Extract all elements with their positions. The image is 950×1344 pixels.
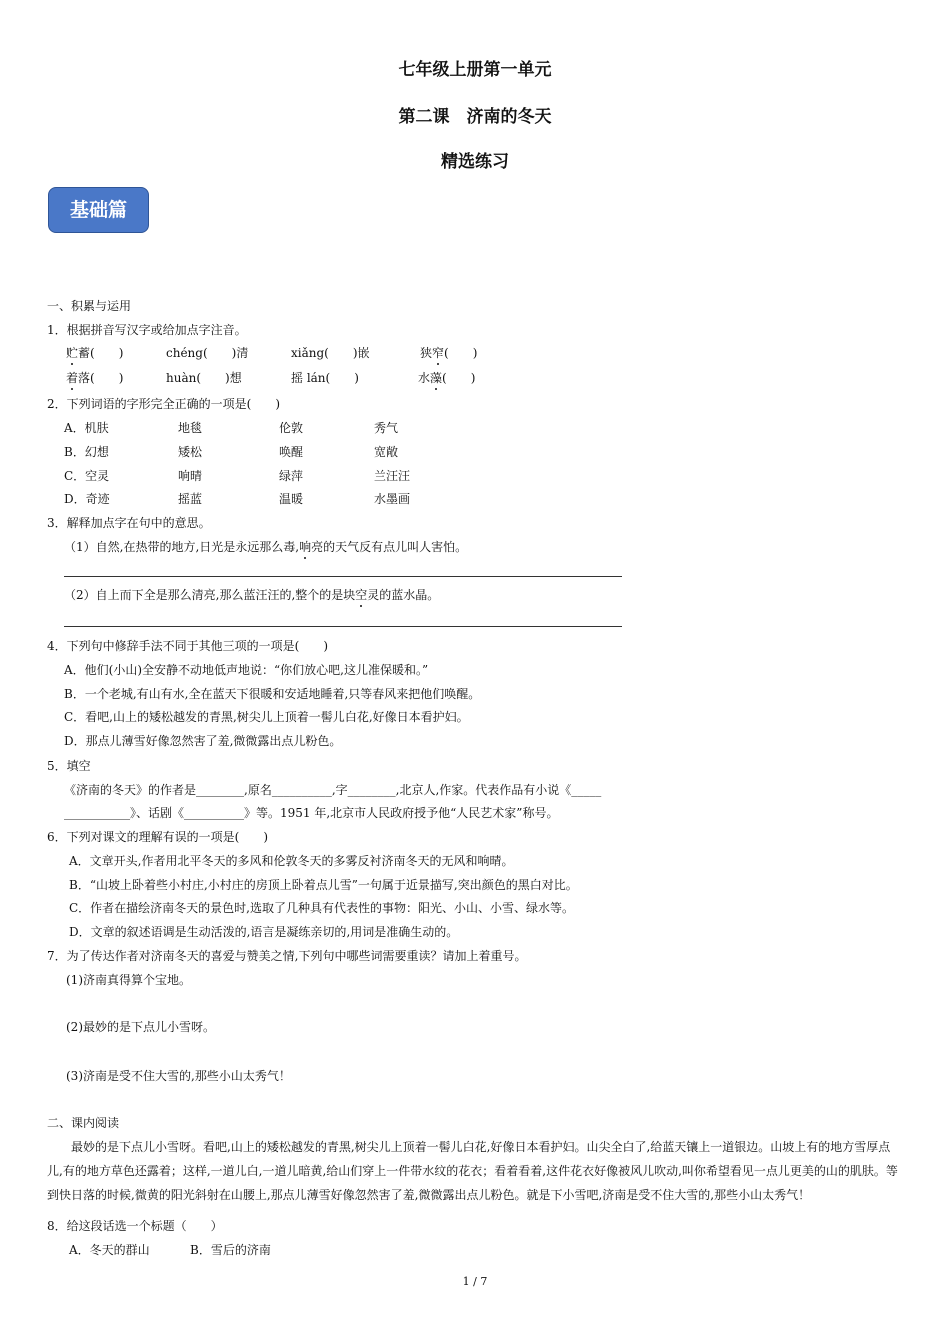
option-cell: 响晴 bbox=[178, 469, 203, 483]
dotted-char: 藻 bbox=[430, 371, 443, 385]
lesson-title: 第二课 济南的冬天 bbox=[398, 107, 552, 127]
q1-item: 着落( ) bbox=[66, 371, 124, 385]
q1-item: 贮蓄( ) bbox=[66, 346, 124, 360]
q3-sentence-1: （1）自然,在热带的地方,日光是永远那么毒,响亮的天气反有点儿叫人害怕。 bbox=[64, 540, 468, 554]
section-1-title: 一、积累与运用 bbox=[47, 299, 132, 313]
option-cell: 温暖 bbox=[279, 492, 304, 506]
question-5-prompt: 5．填空 bbox=[47, 759, 91, 773]
q7-item: (2)最妙的是下点儿小雪呀。 bbox=[66, 1020, 215, 1034]
option-cell: 摇蓝 bbox=[178, 492, 203, 506]
option-cell: 水墨画 bbox=[374, 492, 411, 506]
fill-blank-line: 《济南的冬天》的作者是________,原名__________,字________,北京人,作家。代表作品有小说《_____ bbox=[64, 783, 602, 797]
q1-item: 狭窄( ) bbox=[420, 346, 478, 360]
option-cell: 伦敦 bbox=[279, 421, 304, 435]
option-cell: 秀气 bbox=[374, 421, 399, 435]
dotted-char: 空 bbox=[355, 588, 368, 602]
option-line: C．看吧,山上的矮松越发的青黑,树尖儿上顶着一髻儿白花,好像日本看护妇。 bbox=[64, 710, 469, 724]
option-line: C．作者在描绘济南冬天的景色时,选取了几种具有代表性的事物：阳光、小山、小雪、绿水等。 bbox=[69, 901, 574, 915]
question-3-prompt: 3．解释加点字在句中的意思。 bbox=[47, 516, 211, 530]
doc-title: 七年级上册第一单元 bbox=[398, 60, 552, 80]
option-cell: A．机肤 bbox=[64, 421, 109, 435]
option-cell: 地毯 bbox=[178, 421, 203, 435]
option-cell: B．幻想 bbox=[64, 445, 109, 459]
question-6-prompt: 6．下列对课文的理解有误的一项是( ) bbox=[47, 830, 268, 844]
answer-line[interactable] bbox=[64, 576, 622, 577]
option-line: A．文章开头,作者用北平冬天的多风和伦敦冬天的多雾反衬济南冬天的无风和响晴。 bbox=[69, 854, 514, 868]
option-line: A．他们(小山)全安静不动地低声地说：“你们放心吧,这儿准保暖和。” bbox=[64, 663, 429, 677]
option-cell: 兰汪汪 bbox=[374, 469, 411, 483]
exercise-title: 精选练习 bbox=[441, 152, 509, 172]
dotted-char: 响 bbox=[299, 540, 312, 554]
q1-item: 摇 lán( ) bbox=[291, 371, 359, 385]
option-cell: 绿萍 bbox=[279, 469, 304, 483]
page-number: 1 / 7 bbox=[462, 1275, 488, 1288]
dotted-char: 窄 bbox=[432, 346, 445, 360]
section-2-title: 二、课内阅读 bbox=[47, 1116, 120, 1130]
q3-sentence-2: （2）自上而下全是那么清亮,那么蓝汪汪的,整个的是块空灵的蓝水晶。 bbox=[64, 588, 440, 602]
option-line: D．那点儿薄雪好像忽然害了羞,微微露出点儿粉色。 bbox=[64, 734, 342, 748]
option-cell: 宽敞 bbox=[374, 445, 399, 459]
q1-item: xiǎng( )嵌 bbox=[291, 346, 370, 360]
dotted-char: 贮 bbox=[66, 346, 79, 360]
option-cell: D．奇迹 bbox=[64, 492, 110, 506]
option-a: A．冬天的群山 bbox=[69, 1243, 150, 1257]
q7-item: (1)济南真得算个宝地。 bbox=[66, 973, 191, 987]
question-4-prompt: 4．下列句中修辞手法不同于其他三项的一项是( ) bbox=[47, 639, 329, 653]
q1-item: 水藻( ) bbox=[418, 371, 476, 385]
option-cell: 唤醒 bbox=[279, 445, 304, 459]
q7-item: (3)济南是受不住大雪的,那些小山太秀气！ bbox=[66, 1069, 291, 1083]
question-1-prompt: 1．根据拼音写汉字或给加点字注音。 bbox=[47, 323, 247, 337]
section-badge: 基础篇 bbox=[48, 187, 149, 233]
question-7-prompt: 7．为了传达作者对济南冬天的喜爱与赞美之情,下列句中哪些词需要重读？请加上着重号。 bbox=[47, 949, 527, 963]
q1-item: huàn( )想 bbox=[166, 371, 242, 385]
q1-item: chéng( )清 bbox=[166, 346, 249, 360]
option-line: B．一个老城,有山有水,全在蓝天下很暖和安适地睡着,只等春风来把他们唤醒。 bbox=[64, 687, 481, 701]
option-line: B．“山坡上卧着些小村庄,小村庄的房顶上卧着点儿雪”一句属于近景描写,突出颜色的黑白对比。 bbox=[69, 878, 578, 892]
answer-line[interactable] bbox=[64, 626, 622, 627]
question-2-prompt: 2．下列词语的字形完全正确的一项是( ) bbox=[47, 397, 280, 411]
question-8-prompt: 8．给这段话选一个标题（ ） bbox=[47, 1219, 223, 1233]
fill-blank-line: ___________》、话剧《__________》等。1951 年,北京市人民政府授予他“人民艺术家”称号。 bbox=[64, 806, 559, 820]
reading-passage: 最妙的是下点儿小雪呀。看吧,山上的矮松越发的青黑,树尖儿上顶着一髻儿白花,好像日本看护妇。山尖全白了,给蓝天镶上一道银边。山坡上有的地方雪厚点儿,有的地方草色还露着；这样,一道儿白,一道儿暗黄,给山们穿上一件带水纹的花衣；看着看着,这件花衣好像被风儿吹动,叫你希望看见一点儿更美的山的肌肤。等到快日落的时候,微黄的阳光斜射在山腰上,那点儿薄雪好像忽然害了羞,微微露出点儿粉色。就是下小雪吧,济南是受不住大雪的,那些小山太秀气！ bbox=[47, 1140, 898, 1202]
option-cell: C．空灵 bbox=[64, 469, 110, 483]
option-cell: 矮松 bbox=[178, 445, 203, 459]
dotted-char: 着 bbox=[66, 371, 79, 385]
option-b: B．雪后的济南 bbox=[190, 1243, 271, 1257]
option-line: D．文章的叙述语调是生动活泼的,语言是凝练亲切的,用词是准确生动的。 bbox=[69, 925, 459, 939]
